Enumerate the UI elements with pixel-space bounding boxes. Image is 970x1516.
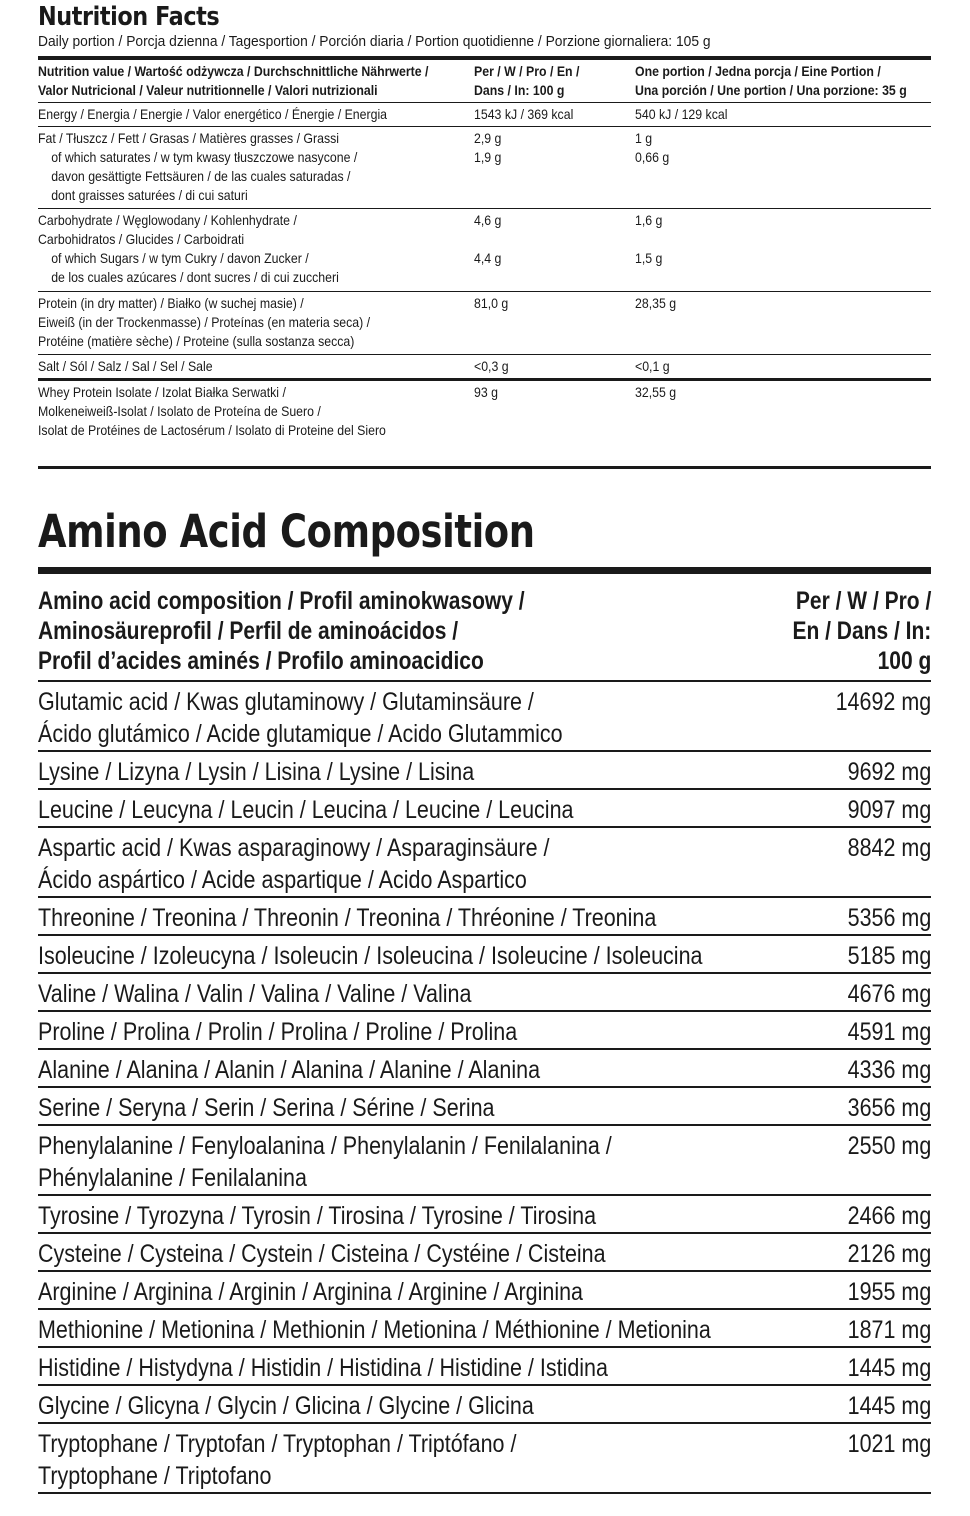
amino-acid-name-line: Cysteine / Cysteina / Cystein / Cisteina / Cystéine / Cisteina bbox=[38, 1240, 606, 1268]
amino-acid-name-line: Methionine / Metionina / Methionin / Metionina / Méthionine / Metionina bbox=[38, 1316, 711, 1344]
nutrient-per-portion-line bbox=[635, 230, 662, 249]
header-per-portion-line: One portion / Jedna porcja / Eine Portion / bbox=[635, 63, 881, 79]
amino-acid-name bbox=[38, 1200, 596, 1232]
nutrient-label-line: Energy / Energia / Energie / Valor energético / Énergie / Energia bbox=[38, 106, 388, 122]
amino-acid-name-line: Phenylalanine / Fenyloalanina / Phenylalanin / Fenilalanina / bbox=[38, 1132, 612, 1160]
header-per-portion bbox=[635, 62, 907, 100]
nutrition-row bbox=[38, 127, 931, 209]
nutrition-facts-title: Nutrition Facts bbox=[38, 2, 220, 32]
nutrient-per-portion-line: 540 kJ / 129 kcal bbox=[635, 106, 728, 122]
nutrition-row bbox=[38, 381, 931, 469]
amino-acid-name bbox=[38, 686, 563, 750]
nutrient-per-100g bbox=[474, 211, 501, 268]
nutrient-per-100g-line: 2,9 g bbox=[474, 130, 502, 146]
amino-acid-value: 9097 mg bbox=[847, 796, 931, 824]
amino-acid-row bbox=[38, 1272, 931, 1310]
amino-acid-name-line: Tryptophane / Tryptofan / Tryptophan / Triptófano / bbox=[38, 1430, 517, 1458]
amino-acid-title: Amino Acid Composition bbox=[38, 505, 535, 558]
amino-acid-name bbox=[38, 1428, 516, 1492]
amino-acid-name-line: Aspartic acid / Kwas asparaginowy / Asparaginsäure / bbox=[38, 834, 550, 862]
amino-acid-name bbox=[38, 1314, 711, 1346]
amino-acid-name bbox=[38, 1016, 517, 1048]
amino-acid-row bbox=[38, 790, 931, 828]
amino-header-unit-line: Per / W / Pro / bbox=[795, 587, 931, 615]
amino-acid-name bbox=[38, 1238, 606, 1270]
amino-acid-name-line: Histidine / Histydyna / Histidin / Histidina / Histidine / Istidina bbox=[38, 1354, 608, 1382]
nutrient-label-line: Isolat de Protéines de Lactosérum / Isolato di Proteine del Siero bbox=[38, 422, 386, 438]
nutrient-label-line: Whey Protein Isolate / Izolat Białka Serwatki / bbox=[38, 384, 286, 400]
header-nutrition-value bbox=[38, 62, 428, 100]
amino-acid-value: 2126 mg bbox=[847, 1240, 931, 1268]
amino-acid-name-line: Tyrosine / Tyrozyna / Tyrosin / Tirosina / Tyrosine / Tirosina bbox=[38, 1202, 597, 1230]
amino-acid-name bbox=[38, 1092, 495, 1124]
nutrition-row bbox=[38, 209, 931, 292]
nutrient-label bbox=[38, 357, 213, 376]
amino-acid-row bbox=[38, 1348, 931, 1386]
amino-acid-value: 3656 mg bbox=[847, 1094, 931, 1122]
amino-acid-name bbox=[38, 1054, 540, 1086]
amino-header-label-line: Aminosäureprofil / Perfil de aminoácidos / bbox=[38, 617, 459, 645]
amino-acid-name bbox=[38, 1130, 612, 1194]
nutrient-per-portion bbox=[635, 357, 670, 376]
amino-acid-name bbox=[38, 1390, 534, 1422]
nutrient-label-line: Eiweiß (in der Trockenmasse) / Proteínas (en materia seca) / bbox=[38, 314, 371, 330]
amino-acid-value: 4591 mg bbox=[847, 1018, 931, 1046]
nutrient-label bbox=[38, 383, 386, 440]
amino-acid-value: 2550 mg bbox=[847, 1132, 931, 1160]
amino-acid-name-line: Ácido aspártico / Acide aspartique / Acido Aspartico bbox=[38, 866, 527, 894]
nutrient-per-100g-line: 93 g bbox=[474, 384, 498, 400]
amino-acid-table bbox=[38, 567, 931, 1494]
nutrient-label-line: Molkeneiweiß-Isolat / Isolato de Proteína de Suero / bbox=[38, 403, 321, 419]
amino-acid-name-line: Lysine / Lizyna / Lysin / Lisina / Lysine / Lisina bbox=[38, 758, 475, 786]
amino-acid-name bbox=[38, 756, 474, 788]
amino-acid-row bbox=[38, 1424, 931, 1494]
nutrient-per-100g-line: 1,9 g bbox=[474, 149, 502, 165]
nutrient-label-line: Protein (in dry matter) / Białko (w suchej masie) / bbox=[38, 295, 304, 311]
header-nutrition-value-line: Nutrition value / Wartość odżywcza / Durchschnittliche Nährwerte / bbox=[38, 63, 429, 79]
amino-acid-name-line: Arginine / Arginina / Arginin / Arginina / Arginine / Arginina bbox=[38, 1278, 584, 1306]
nutrient-per-100g bbox=[474, 357, 509, 376]
nutrition-table-header bbox=[38, 60, 931, 103]
nutrition-row bbox=[38, 103, 931, 127]
nutrient-per-portion bbox=[635, 211, 662, 268]
nutrient-per-portion-line: <0,1 g bbox=[635, 358, 670, 374]
amino-acid-name-line: Glutamic acid / Kwas glutaminowy / Glutaminsäure / bbox=[38, 688, 534, 716]
nutrient-label-line: davon gesättigte Fettsäuren / de las cuales saturadas / bbox=[51, 168, 351, 184]
amino-acid-value: 4676 mg bbox=[847, 980, 931, 1008]
amino-acid-row bbox=[38, 1012, 931, 1050]
nutrient-per-100g-line: 1543 kJ / 369 kcal bbox=[474, 106, 574, 122]
amino-acid-row bbox=[38, 828, 931, 898]
amino-acid-value: 2466 mg bbox=[847, 1202, 931, 1230]
amino-acid-row bbox=[38, 936, 931, 974]
header-per-100g bbox=[474, 62, 579, 100]
nutrient-label bbox=[38, 105, 387, 124]
nutrient-label bbox=[38, 129, 357, 205]
nutrient-label bbox=[38, 294, 370, 351]
amino-acid-value: 8842 mg bbox=[847, 834, 931, 862]
nutrient-per-portion-line: 0,66 g bbox=[635, 149, 670, 165]
amino-acid-row bbox=[38, 1310, 931, 1348]
amino-header-unit-line: 100 g bbox=[877, 647, 931, 675]
amino-header-label bbox=[38, 586, 525, 676]
amino-acid-row bbox=[38, 1050, 931, 1088]
nutrient-per-portion-line: 1,6 g bbox=[635, 212, 663, 228]
amino-acid-value: 14692 mg bbox=[835, 688, 931, 716]
nutrient-per-100g bbox=[474, 294, 508, 313]
nutrient-per-100g bbox=[474, 105, 573, 124]
amino-acid-name-line: Proline / Prolina / Prolin / Prolina / Proline / Prolina bbox=[38, 1018, 518, 1046]
nutrient-label-line: Protéine (matière sèche) / Proteine (sulla sostanza secca) bbox=[38, 333, 355, 349]
nutrient-label-line: dont graisses saturées / di cui saturi bbox=[51, 187, 248, 203]
daily-portion-subtitle: Daily portion / Porcja dzienna / Tagesportion / Porción diaria / Portion quotidienne / Porzione giornaliera: 105 g bbox=[38, 33, 711, 50]
nutrition-facts-table bbox=[38, 56, 931, 469]
amino-acid-row bbox=[38, 1196, 931, 1234]
nutrient-per-portion bbox=[635, 294, 676, 313]
amino-acid-row bbox=[38, 752, 931, 790]
header-per-100g-line: Per / W / Pro / En / bbox=[474, 63, 580, 79]
amino-acid-value: 1445 mg bbox=[847, 1354, 931, 1382]
nutrient-label-line: Fat / Tłuszcz / Fett / Grasas / Matières grasses / Grassi bbox=[38, 130, 340, 146]
nutrient-per-portion-line: 32,55 g bbox=[635, 384, 677, 400]
amino-acid-name-line: Threonine / Treonina / Threonin / Treonina / Thréonine / Treonina bbox=[38, 904, 657, 932]
header-per-portion-line: Una porción / Une portion / Una porzione: 35 g bbox=[635, 82, 907, 98]
nutrient-per-100g-line: 81,0 g bbox=[474, 295, 509, 311]
amino-acid-name-line: Alanine / Alanina / Alanin / Alanina / Alanine / Alanina bbox=[38, 1056, 541, 1084]
amino-acid-name-line: Glycine / Glicyna / Glycin / Glicina / Glycine / Glicina bbox=[38, 1392, 534, 1420]
nutrient-per-100g bbox=[474, 383, 498, 402]
amino-acid-value: 5356 mg bbox=[847, 904, 931, 932]
amino-acid-name-line: Ácido glutámico / Acide glutamique / Acido Glutammico bbox=[38, 720, 563, 748]
nutrient-per-portion-line: 28,35 g bbox=[635, 295, 677, 311]
amino-acid-value: 1021 mg bbox=[847, 1430, 931, 1458]
amino-acid-row bbox=[38, 1088, 931, 1126]
amino-acid-name bbox=[38, 832, 549, 896]
amino-acid-value: 1445 mg bbox=[847, 1392, 931, 1420]
nutrient-label-line: Carbohydrate / Węglowodany / Kohlenhydrate / bbox=[38, 212, 297, 228]
nutrient-per-portion bbox=[635, 383, 676, 402]
nutrient-label-line: Salt / Sól / Salz / Sal / Sel / Sale bbox=[38, 358, 213, 374]
nutrient-label-line: of which saturates / w tym kwasy tłuszczowe nasycone / bbox=[51, 149, 358, 165]
amino-acid-value: 9692 mg bbox=[847, 758, 931, 786]
amino-acid-value: 1955 mg bbox=[847, 1278, 931, 1306]
amino-acid-name bbox=[38, 794, 573, 826]
amino-header-label-line: Profil d’acides aminés / Profilo aminoacidico bbox=[38, 647, 484, 675]
amino-acid-row bbox=[38, 1386, 931, 1424]
nutrient-per-portion bbox=[635, 105, 727, 124]
header-per-100g-line: Dans / In: 100 g bbox=[474, 82, 565, 98]
amino-acid-name-line: Leucine / Leucyna / Leucin / Leucina / Leucine / Leucina bbox=[38, 796, 574, 824]
amino-acid-name bbox=[38, 978, 471, 1010]
amino-acid-row bbox=[38, 974, 931, 1012]
amino-header-unit-line: En / Dans / In: bbox=[792, 617, 931, 645]
amino-acid-value: 4336 mg bbox=[847, 1056, 931, 1084]
amino-acid-row bbox=[38, 898, 931, 936]
nutrient-per-100g-line: 4,6 g bbox=[474, 212, 502, 228]
amino-acid-name bbox=[38, 902, 656, 934]
amino-acid-name-line: Phénylalanine / Fenilalanina bbox=[38, 1164, 307, 1192]
amino-acid-name bbox=[38, 1352, 608, 1384]
amino-acid-name-line: Valine / Walina / Valin / Valina / Valine / Valina bbox=[38, 980, 472, 1008]
nutrition-row bbox=[38, 355, 931, 381]
amino-header-unit bbox=[792, 586, 931, 676]
nutrient-label-line: of which Sugars / w tym Cukry / davon Zucker / bbox=[51, 250, 309, 266]
amino-acid-table-header bbox=[38, 574, 931, 682]
nutrient-per-100g-line: 4,4 g bbox=[474, 250, 502, 266]
nutrient-per-portion-line: 1 g bbox=[635, 130, 653, 146]
nutrient-per-100g-line bbox=[474, 230, 501, 249]
nutrient-label-line: Carbohidratos / Glucides / Carboidrati bbox=[38, 231, 245, 247]
amino-acid-name-line: Serine / Seryna / Serin / Serina / Sérine / Serina bbox=[38, 1094, 495, 1122]
nutrient-per-100g-line: <0,3 g bbox=[474, 358, 509, 374]
amino-header-label-line: Amino acid composition / Profil aminokwasowy / bbox=[38, 587, 525, 615]
nutrition-row bbox=[38, 292, 931, 355]
amino-acid-row bbox=[38, 1234, 931, 1272]
nutrient-per-portion-line: 1,5 g bbox=[635, 250, 663, 266]
header-nutrition-value-line: Valor Nutricional / Valeur nutritionnelle / Valori nutrizionali bbox=[38, 82, 378, 98]
amino-acid-name-line: Isoleucine / Izoleucyna / Isoleucin / Isoleucina / Isoleucine / Isoleucina bbox=[38, 942, 703, 970]
amino-acid-row bbox=[38, 682, 931, 752]
amino-acid-name-line: Tryptophane / Triptofano bbox=[38, 1462, 272, 1490]
amino-acid-name bbox=[38, 1276, 583, 1308]
nutrient-label bbox=[38, 211, 339, 287]
amino-acid-row bbox=[38, 1126, 931, 1196]
nutrient-per-100g bbox=[474, 129, 501, 167]
nutrient-per-portion bbox=[635, 129, 669, 167]
nutrient-label-line: de los cuales azúcares / dont sucres / di cui zuccheri bbox=[51, 269, 339, 285]
amino-acid-value: 1871 mg bbox=[847, 1316, 931, 1344]
amino-acid-name bbox=[38, 940, 702, 972]
amino-acid-value: 5185 mg bbox=[847, 942, 931, 970]
